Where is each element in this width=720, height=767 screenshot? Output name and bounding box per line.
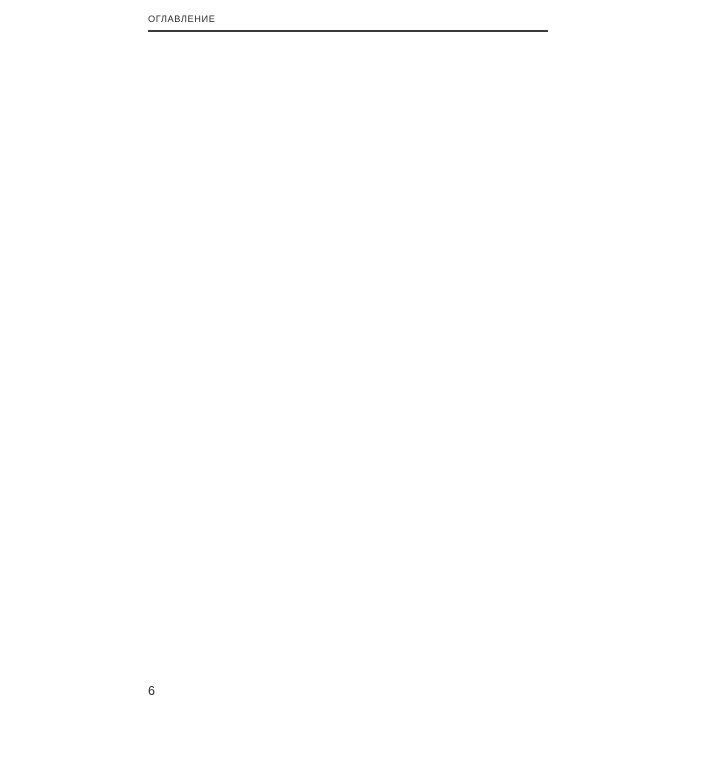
- running-head: [148, 13, 548, 32]
- page-number: 6: [148, 684, 155, 698]
- chapter-subentries: [164, 644, 548, 722]
- toc-entry-continuation: [164, 706, 548, 722]
- running-head-title: ОГЛАВЛЕНИЕ: [148, 14, 216, 24]
- entry-page-number: [148, 47, 720, 767]
- table-of-contents: [148, 47, 548, 722]
- running-head-rule: [148, 30, 548, 32]
